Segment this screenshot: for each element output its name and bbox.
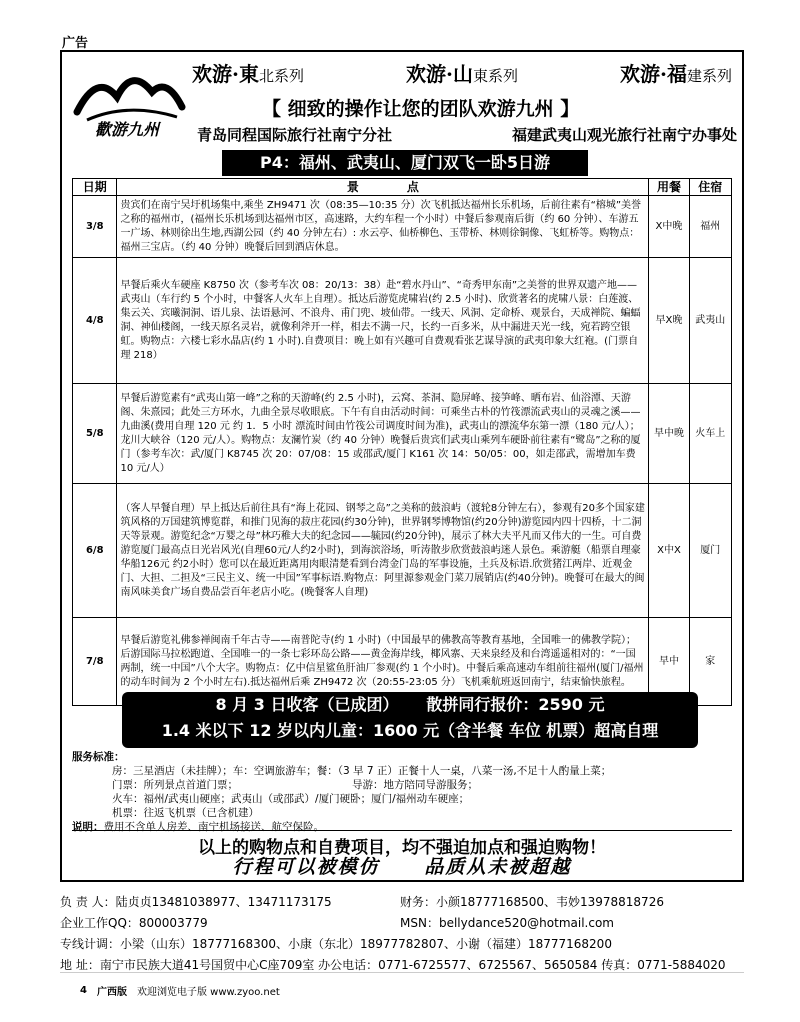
row-date: 6/8 [73, 484, 117, 618]
header-date: 日期 [73, 179, 117, 196]
logo-text: 歡游九州 [94, 120, 159, 139]
header-sights: 景 点 [117, 179, 649, 196]
price-child: 1.4 米以下 12 岁以内儿童：1600 元（含半餐 车位 机票）超高自理 [161, 721, 659, 740]
service-standards [72, 750, 732, 834]
row-date: 7/8 [73, 618, 117, 706]
service-title: 服务标准： [72, 751, 125, 763]
footer-divider [60, 972, 744, 973]
row-stay: 家 [689, 618, 731, 706]
agency-wuyishan: 福建武夷山观光旅行社南宁办事处 [511, 126, 737, 144]
row-desc: （客人早餐自理）早上抵达后前往具有“海上花园、钢琴之岛”之美称的鼓浪屿（渡轮8分钟左右），参观有20多个国家建筑风格的万国建筑博览群，和推门见海的菽庄花园(约30分钟)，世界钢琴博物馆(约20分钟)游览园内四十四桥，十二洞天等景观。游览纪念“万婴之母”林巧稚大夫的纪念园——毓园(约20分钟)，展示了林大夫平凡而又伟大的一生。可自费游览厦门最高点日光岩风光(自理60元/人约2小时)，到海滨浴场，听涛散步欣赏鼓浪屿迷人景色。乘游艇（船票自理豪华船126元 约2小时）您可以在最近距离用肉眼清楚看到台湾金门岛的军事设施，土兵及标语.欣赏猪江两岸、近观金门、大担、二担及“三民主义、统一中国”军事标语.购物点：阿里源参观金门菜刀展销店(约40分钟)。晚餐可在最大的闽南风味美食广场自费品尝百年老店小吃。(晚餐客人自理) [117, 484, 649, 618]
price-date: 8 月 3 日收客（已成团） [215, 695, 399, 714]
motto-part-2: 品质从未被超越 [424, 856, 572, 878]
price-box [122, 692, 698, 748]
agencies [197, 124, 737, 145]
table-row [73, 384, 732, 484]
contact-info [60, 892, 750, 976]
row-desc: 早餐后游览素有“武夷山第一峰”之称的天游峰(约 2.5 小时)，云窝、茶洞、隐屏峰、接笋峰、晒布岩、仙浴潭、天游阁、朱熹园；此处三方环水，九曲全景尽收眼底。下午有自由活动时间：可乘坐古朴的竹筏漂流武夷山的灵魂之溪——九曲溪(费用自理 120 元 约 1．5 小时 漂流时间由竹筏公司调度时间为准)，武夷山的漂流华东第一漂（180 元/人）；龙川大峡谷（120 元/人）。购物点：友澜竹炭（约 40 分钟）晚餐后贵宾们武夷山乘列车硬卧前往素有“鹭岛”之称的厦门（参考车次：武/厦门 K8745 次 20：07/08：15 或邵武/厦门 K161 次 14：50/05：00，如走邵武，需增加车费 10 元/人） [117, 384, 649, 484]
row-stay: 武夷山 [689, 258, 731, 384]
row-meal: X中晚 [649, 196, 689, 258]
row-meal: 早中 [649, 618, 689, 706]
header-stay: 住宿 [689, 179, 731, 196]
shopping-note: 以上的购物点和自费项目，均不强迫加点和强迫购物！ [72, 830, 732, 858]
table-row [73, 484, 732, 618]
service-row: 机票：往返飞机票（已含机建） [112, 807, 259, 819]
motto [60, 852, 744, 879]
table-row [73, 196, 732, 258]
row-meal: X中X [649, 484, 689, 618]
row-desc: 早餐后游览礼佛参禅闽南千年古寺——南普陀寺(约 1 小时)（中国最早的佛教高等教育基地，全国唯一的佛教学院）；后游国际马拉松跑道、全国唯一的一条七彩环岛公路——黄金海岸线，椰风寨、天来泉经及和台湾遥遥相对的：“一国两制，统一中国”八个大字。购物点：亿中信星鲨鱼肝油厂参观(约 1 个小时)。中餐后乘高速动车组前往福州(厦门/福州的动车时间为 2 个小时左右).抵达福州后乘 ZH9472 次（20:55-23:05 分）飞机乘航班返回南宁，结束愉快旅程。 [117, 618, 649, 706]
series-shandong: 欢游·山東系列 [406, 62, 518, 86]
footer [80, 983, 280, 998]
contact-row: 负 责 人：陆贞贞13481038977、13471173175 财务：小颜18777168500、韦妙13978818726 [60, 895, 664, 909]
itinerary-table [72, 178, 732, 706]
ad-frame [60, 50, 744, 882]
footer-tagline: 欢迎浏览电子版 www.zyoo.net [136, 987, 280, 998]
row-meal: 早X晚 [649, 258, 689, 384]
contact-row: 企业工作QQ：800003779 MSN：bellydance520@hotmail.com [60, 916, 614, 930]
row-meal: 早中晚 [649, 384, 689, 484]
series-northeast: 欢游·東北系列 [192, 62, 304, 86]
row-stay: 火车上 [689, 384, 731, 484]
row-desc: 贵宾们在南宁吴圩机场集中,乘坐 ZH9471 次（08:35—10:35 分）次飞机抵达福州长乐机场，后前往素有“榕城”美誉之称的福州市，(福州长乐机场到达福州市区，高速路，大约车程一个小时）中餐后参观南后街（约 60 分钟）、车游五一广场、林则徐出生地,西湖公园（约 40 分钟左右）: 水云亭、仙桥柳色、玉带桥、林则徐铜像、飞虹桥等。购物点：福州三宝店。（约 40 分钟）晚餐后回到酒店休息。 [117, 196, 649, 258]
price-adult: 散拼同行报价：2590 元 [426, 695, 605, 714]
service-row: 房：三星酒店（未挂牌）；车：空调旅游车；餐：（3 早 7 正）正餐十人一桌，八菜一汤,不足十人酌量上菜； [112, 765, 612, 777]
table-header-row [73, 179, 732, 196]
agency-qingdao: 青岛同程国际旅行社南宁分社 [197, 126, 393, 144]
series-fujian: 欢游·福建系列 [620, 62, 732, 86]
service-row: 火车：福州/武夷山硬座；武夷山（或邵武）/厦门硬卧；厦门/福州动车硬座； [112, 793, 470, 805]
row-desc: 早餐后乘火车硬座 K8750 次（参考车次 08：20/13：38）赴“碧水丹山”、“奇秀甲东南”之美誉的世界双遗产地——武夷山（车行约 5 个小时，中餐客人火车上自理）。抵达后游览虎啸岩(约 2.5 小时)、欣赏著名的虎啸八景：白莲渡、集云关、宾曦洞洞、语儿泉、法语悬河、不浪舟、甫门兜、坡仙带。一线天、风洞、定命桥、观景台，天成禅院、蝙蝠洞、神仙楼阁，一线天原名灵岩，就像利斧开一样，相去不满一尺，长约一百多米，从中漏进天光一线，宛若跨空银虹。购物点：六楼七彩水晶店(约 1 小时).自费项目：晚上如有兴趣可自费观看张艺谋导演的武夷印象大红袍。(门票自理 218） [117, 258, 649, 384]
series-row [192, 58, 732, 87]
page-number: 4 [80, 985, 87, 996]
row-stay: 厦门 [689, 484, 731, 618]
row-date: 5/8 [73, 384, 117, 484]
motto-part-1: 行程可以被模仿 [232, 856, 380, 878]
footer-brand: 广西版 [96, 987, 127, 998]
ad-tag: 广告 [62, 36, 89, 51]
slogan: 【 细致的操作让您的团队欢游九州 】 [262, 98, 580, 120]
service-row: 门票：所列景点首道门票； 导游：地方陪同导游服务； [112, 779, 478, 791]
contact-row: 地 址：南宁市民族大道41号国贸中心C座709室 办公电话：0771-6725577、6725567、5650584 传真：0771-5884020 [60, 958, 726, 972]
header-meal: 用餐 [649, 179, 689, 196]
row-date: 3/8 [73, 196, 117, 258]
tour-title: P4：福州、武夷山、厦门双飞一卧5日游 [222, 150, 588, 176]
service-note: 说明：费用不含单人房差、南宁机场接送、航空保险。 [72, 821, 324, 833]
row-stay: 福州 [689, 196, 731, 258]
row-date: 4/8 [73, 258, 117, 384]
table-row [73, 258, 732, 384]
contact-row: 专线计调：小梁（山东）18777168300、小康（东北）18977782807、小谢（福建）18777168200 [60, 937, 612, 951]
